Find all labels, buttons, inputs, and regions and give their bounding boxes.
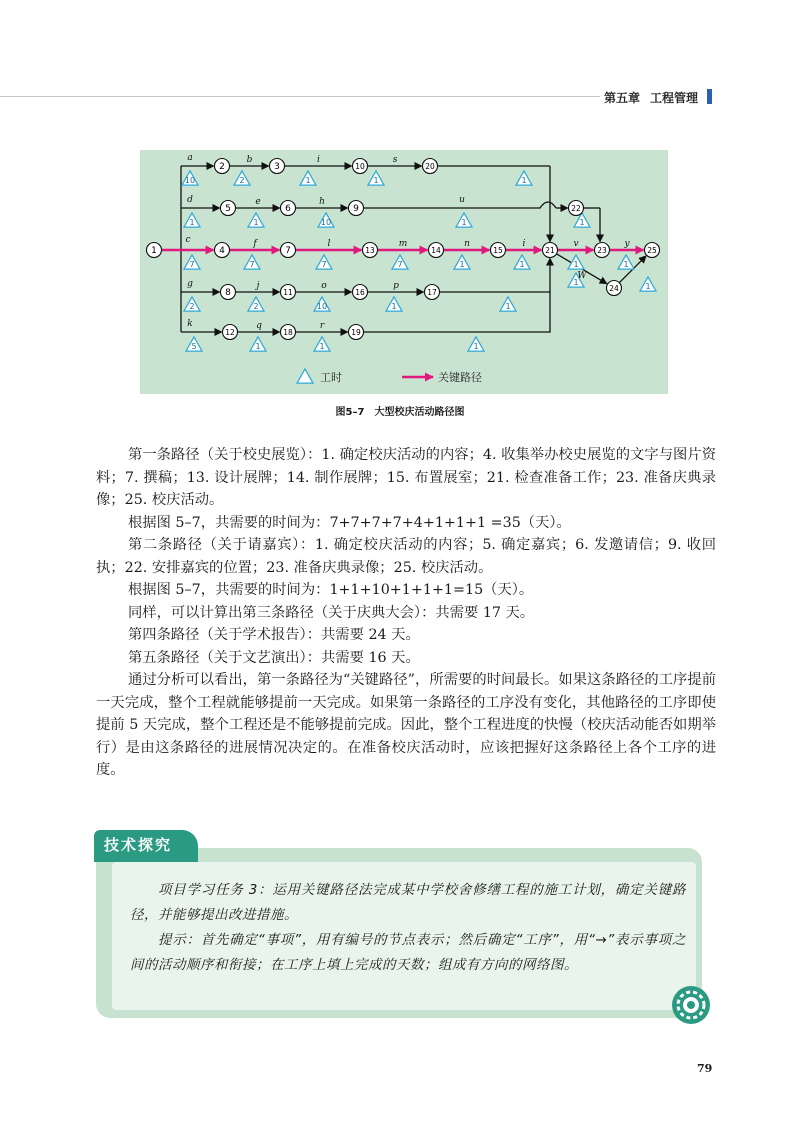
event-number: 2 (219, 162, 225, 173)
duration-value: 1 (645, 282, 651, 291)
duration-value: 1 (253, 218, 259, 227)
event-number: 13 (365, 246, 375, 256)
activity-label-g: g (187, 279, 193, 289)
duration-value: 1 (519, 260, 525, 269)
duration-value: 1 (521, 176, 527, 185)
legend-critical-label: 关键路径 (438, 371, 482, 384)
activity-label-a: a (187, 153, 193, 163)
duration-value: 1 (623, 260, 629, 269)
event-number: 24 (609, 284, 619, 294)
event-number: 3 (274, 162, 280, 173)
event-number: 7 (285, 246, 291, 257)
paragraph-analysis: 通过分析可以看出，第一条路径为“关键路径”，所需要的时间最长。如果这条路径的工序提前一天完成，整个工程就能够提前一天完成。如果第一条路径的工序没有变化，其他路径的工序即使提前 5 天完成，整个工程还是不能够提前完成。因此，整个工程进度的快慢（校庆活动能否如期举行）是由这条路径的进展情况决定的。在准备校庆活动时，应该把握好这条路径上各个工序的进度。 (96, 672, 716, 778)
event-number: 12 (225, 328, 235, 338)
chapter-label: 第五章 (604, 91, 641, 105)
activity-label-d: d (187, 195, 193, 205)
figure-title: 大型校庆活动路径图 (374, 407, 465, 418)
legend (297, 369, 482, 384)
duration-value: 1 (459, 260, 465, 269)
paragraph-path-5: 第五条路径（关于文艺演出）：共需要 16 天。 (128, 649, 420, 666)
figure-number: 图5–7 (335, 407, 365, 418)
duration-value: 10 (316, 302, 328, 311)
activity-label-f: f (253, 239, 257, 249)
duration-value: 1 (373, 176, 379, 185)
event-number: 16 (355, 288, 365, 298)
event-number: 25 (647, 246, 657, 256)
activity-label-i: i (317, 155, 320, 165)
duration-value: 10 (320, 218, 332, 227)
paragraph-path-1: 第一条路径（关于校史展览）：1. 确定校庆活动的内容；4. 收集举办校史展览的文字与图片资料；7. 撰稿；13. 设计展牌；14. 制作展牌；15. 布置展室；21. 检查准备工作；23. 准备庆典录像；25. 校庆活动。 (96, 447, 716, 508)
activity-label-l: l (327, 239, 331, 249)
event-number: 11 (283, 288, 293, 298)
activity-label-o: o (321, 281, 327, 291)
activity-label-b: b (246, 155, 253, 165)
activity-label-r: r (319, 321, 325, 331)
event-number: 9 (353, 204, 359, 215)
event-number: 8 (225, 288, 231, 299)
network-diagram (140, 150, 668, 394)
running-header (604, 89, 708, 106)
activity-label-e: e (255, 197, 261, 207)
event-number: 22 (571, 204, 581, 214)
event-number: 14 (431, 246, 441, 256)
duration-value: 1 (189, 218, 195, 227)
gear-icon (671, 985, 711, 1025)
event-number: 15 (493, 246, 503, 256)
header-accent-bar (707, 89, 712, 104)
paragraph-path-3: 同样，可以计算出第三条路径（关于庆典大会）：共需要 17 天。 (128, 604, 535, 621)
activity-label-n: n (464, 239, 470, 249)
event-number: 5 (225, 204, 231, 215)
legend-time-label: 工时 (320, 371, 342, 384)
paragraph-calc-2: 根据图 5–7，共需要的时间为：1+1+10+1+1+1=15（天）。 (128, 582, 534, 598)
activity-label-j: j (256, 281, 260, 291)
duration-value: 7 (397, 260, 403, 269)
duration-value: 2 (253, 302, 259, 311)
event-number: 20 (425, 162, 435, 172)
duration-value: 1 (305, 176, 311, 185)
body-text (96, 444, 716, 782)
event-number: 23 (597, 246, 607, 256)
duration-value: 5 (191, 342, 197, 351)
activity-label-s: s (392, 155, 398, 165)
duration-value: 1 (473, 342, 479, 351)
activity-label-h: h (319, 197, 325, 207)
event-number: 19 (351, 328, 361, 338)
duration-value: 10 (184, 176, 196, 185)
duration-value: 1 (573, 278, 579, 287)
event-number: 10 (355, 162, 365, 172)
duration-value: 2 (189, 302, 195, 311)
duration-value: 1 (573, 260, 579, 269)
duration-value: 1 (505, 302, 511, 311)
legend-time-icon (297, 369, 313, 383)
activity-label-v: v (573, 239, 579, 249)
duration-value: 1 (255, 342, 261, 351)
header-rule (0, 96, 600, 97)
row5-tail (364, 292, 550, 332)
tech-inquiry-tab: 技术探究 (94, 830, 198, 862)
duration-value: 2 (239, 176, 245, 185)
duration-value: 7 (321, 260, 327, 269)
event-number: 21 (545, 246, 555, 256)
event-number: 17 (427, 288, 437, 298)
activity-label-c: c (185, 235, 191, 245)
activity-label-m: m (398, 239, 408, 249)
event-number: 18 (283, 328, 293, 338)
event-number: 6 (285, 204, 291, 215)
event-number: 4 (219, 246, 225, 257)
duration-value: 1 (319, 342, 325, 351)
activity-label-k: k (187, 319, 193, 329)
duration-value: 7 (189, 260, 195, 269)
critical-path-figure (140, 150, 668, 394)
hint-paragraph: 提示：首先确定“事项”，用有编号的节点表示；然后确定“工序”，用“→”表示事项之间的活动顺序和衔接；在工序上填上完成的天数；组成有方向的网络图。 (130, 932, 686, 973)
activity-label-W: W (577, 271, 587, 281)
figure-caption (0, 403, 800, 418)
activity-label-p: p (393, 281, 399, 291)
page-number: 79 (697, 1062, 713, 1075)
tech-inquiry-text (130, 878, 686, 978)
paragraph-path-4: 第四条路径（关于学术报告）：共需要 24 天。 (128, 627, 420, 643)
tech-inquiry-box (96, 836, 702, 1018)
task-paragraph: 项目学习任务 3：运用关键路径法完成某中学校舍修缮工程的施工计划，确定关键路径，并能够提出改进措施。 (130, 882, 686, 923)
activity-label-y: y (624, 239, 630, 249)
event-number: 1 (151, 246, 157, 257)
activity-label-i: i (522, 239, 526, 249)
duration-value: 7 (249, 260, 255, 269)
paragraph-path-2: 第二条路径（关于请嘉宾）：1. 确定校庆活动的内容；5. 确定嘉宾；6. 发邀请信；9. 收回执；22. 安排嘉宾的位置；23. 准备庆典录像；25. 校庆活动。 (96, 537, 716, 576)
paragraph-calc-1: 根据图 5–7，共需要的时间为：7+7+7+7+4+1+1+1 =35（天）。 (128, 514, 571, 531)
duration-value: 1 (391, 302, 397, 311)
duration-value: 1 (461, 218, 467, 227)
chapter-title: 工程管理 (650, 91, 699, 105)
activity-label-u: u (459, 195, 465, 205)
activity-label-q: q (256, 321, 262, 331)
duration-value: 1 (579, 218, 585, 227)
